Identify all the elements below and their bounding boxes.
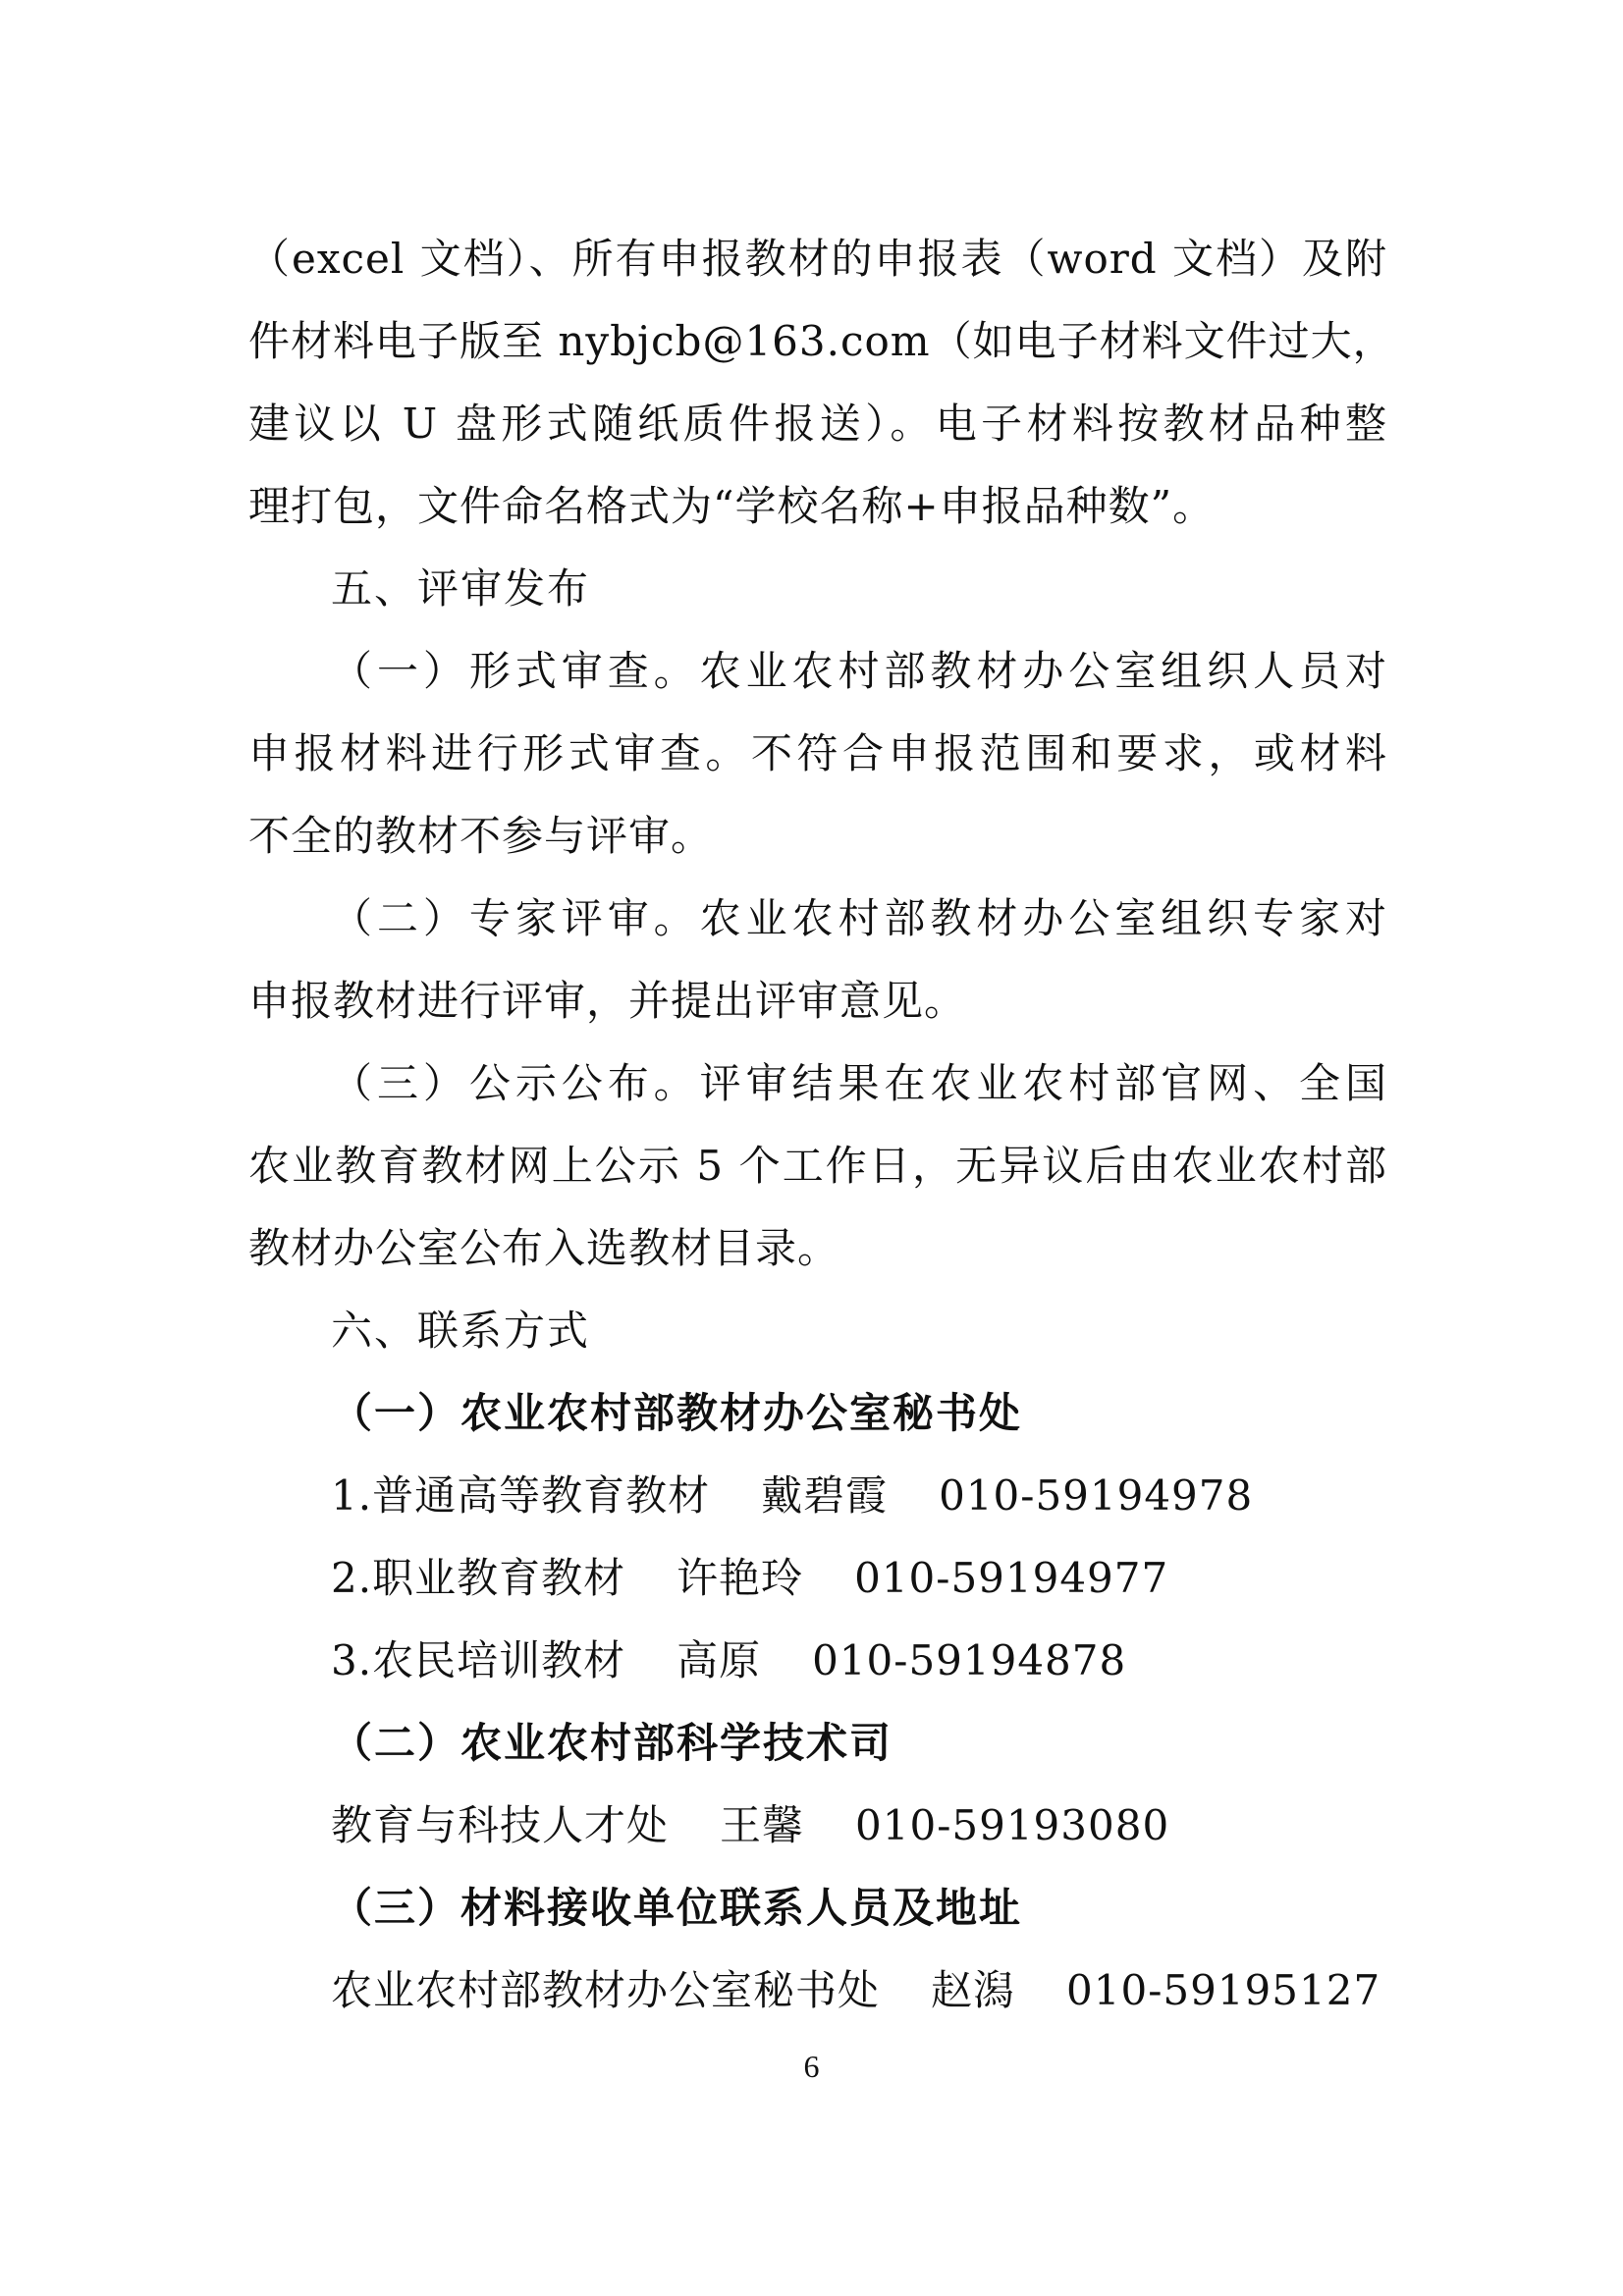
text-line: 申报材料进行形式审查。不符合申报范围和要求，或材料 bbox=[248, 729, 1387, 777]
contact-group-title: （一）农业农村部教材办公室秘书处 bbox=[331, 1389, 1023, 1437]
text-line: 教材办公室公布入选教材目录。 bbox=[248, 1224, 840, 1272]
contact-label: 教育与科技人才处 bbox=[331, 1801, 670, 1849]
contact-row bbox=[248, 1785, 1387, 1867]
intro-paragraph bbox=[248, 218, 1395, 548]
contact-name: 高原 bbox=[676, 1636, 762, 1684]
contact-label: 1.普通高等教育教材 bbox=[331, 1471, 711, 1520]
text-line: 理打包，文件命名格式为“学校名称+申报品种数”。 bbox=[248, 482, 1216, 530]
text-line: （excel 文档）、所有申报教材的申报表（word 文档）及附 bbox=[248, 235, 1387, 283]
contact-phone: 010-59194978 bbox=[939, 1471, 1254, 1520]
text-line: 件材料电子版至 nybjcb@163.com（如电子材料文件过大， bbox=[248, 317, 1395, 365]
contact-name: 许艳玲 bbox=[676, 1554, 804, 1602]
contact-group-title: （二）农业农村部科学技术司 bbox=[331, 1719, 893, 1767]
contact-row bbox=[248, 1949, 1387, 2032]
contact-label: 2.职业教育教材 bbox=[331, 1554, 626, 1602]
contact-phone: 010-59194977 bbox=[854, 1554, 1169, 1602]
contact-name: 戴碧霞 bbox=[761, 1471, 889, 1520]
text-line: 申报教材进行评审，并提出评审意见。 bbox=[248, 977, 967, 1025]
contact-phone: 010-59193080 bbox=[855, 1801, 1170, 1849]
text-line: 农业教育教材网上公示 5 个工作日，无异议后由农业农村部 bbox=[248, 1142, 1387, 1190]
section-heading-review: 五、评审发布 bbox=[331, 564, 591, 613]
paragraph-expert-review bbox=[248, 878, 1387, 1042]
paragraph-publication bbox=[248, 1042, 1387, 1290]
text-line: 建议以 U 盘形式随纸质件报送）。电子材料按教材品种整 bbox=[248, 400, 1387, 448]
contact-label: 农业农村部教材办公室秘书处 bbox=[331, 1966, 881, 2014]
contact-phone: 010-59194878 bbox=[812, 1636, 1127, 1684]
page-number: 6 bbox=[803, 2049, 820, 2084]
contact-row bbox=[248, 1537, 1387, 1620]
section-heading-contact: 六、联系方式 bbox=[331, 1307, 591, 1355]
text-line: 不全的教材不参与评审。 bbox=[248, 812, 714, 860]
contact-row bbox=[248, 1620, 1387, 1702]
text-line: （二）专家评审。农业农村部教材办公室组织专家对 bbox=[331, 894, 1387, 942]
contact-name: 王馨 bbox=[720, 1801, 805, 1849]
page-body bbox=[248, 218, 1395, 2032]
contact-label: 3.农民培训教材 bbox=[331, 1636, 626, 1684]
contact-row bbox=[248, 1455, 1387, 1537]
text-line: （一）形式审查。农业农村部教材办公室组织人员对 bbox=[331, 647, 1387, 695]
text-line: （三）公示公布。评审结果在农业农村部官网、全国 bbox=[331, 1059, 1387, 1107]
contact-name: 赵潟 bbox=[931, 1966, 1016, 2014]
contact-phone: 010-59195127 bbox=[1066, 1966, 1381, 2014]
contact-group-title: （三）材料接收单位联系人员及地址 bbox=[331, 1884, 1023, 1932]
paragraph-formal-review bbox=[248, 630, 1387, 878]
